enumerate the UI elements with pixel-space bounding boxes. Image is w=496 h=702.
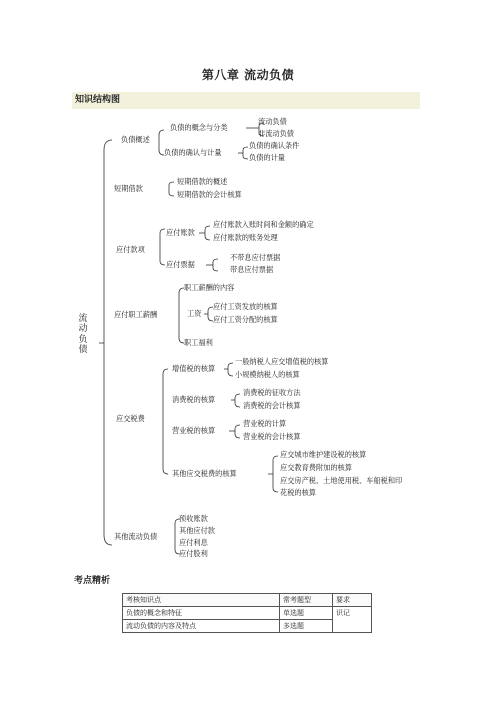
node-l2-concept-classification: 负债的概念与分类 [170, 123, 228, 132]
node-l2-other-payables: 其他应付款 [179, 526, 215, 535]
node-l1-payables: 应付款项 [116, 245, 145, 254]
table-row [123, 607, 372, 620]
node-l3-small-scale: 小规模纳税人的核算 [235, 370, 300, 379]
node-l3-business-calc: 营业税的计算 [243, 419, 287, 428]
node-l2-other-taxes: 其他应交税费的核算 [172, 469, 237, 478]
table-header-row [123, 594, 372, 607]
node-l2-vat: 增值税的核算 [172, 364, 216, 373]
table-cell: 识记 [333, 607, 372, 633]
page-title: 第八章 流动负债 [201, 68, 295, 82]
mindmap-root: 流 动 负 债 [78, 314, 88, 356]
node-l3-stamp-tax: 花税的核算 [280, 488, 316, 497]
node-l2-advance-receipts: 预收账款 [179, 514, 208, 523]
column-header: 常考题型 [280, 594, 333, 607]
node-l2-accounts-payable: 应付账款 [166, 228, 195, 237]
node-l1-short-term-loan: 短期借款 [114, 184, 143, 193]
node-l2-consumption-tax: 消费税的核算 [172, 395, 216, 404]
node-l1-other-current: 其他流动负债 [114, 532, 158, 541]
node-l2-dividends-payable: 应付股利 [179, 549, 208, 558]
table-cell: 多选题 [280, 620, 333, 633]
node-l2-recognition-measurement: 负债的确认与计量 [164, 148, 222, 157]
node-l3-consumption-accounting: 消费税的会计核算 [243, 401, 301, 410]
node-l3-business-accounting: 营业税的会计核算 [243, 432, 301, 441]
node-l2-interest-payable: 应付利息 [179, 538, 208, 547]
node-l1-employee-comp: 应付职工薪酬 [114, 310, 158, 319]
node-l2-wages: 工资 [187, 309, 202, 318]
node-l3-property-taxes: 应交房产税、土地使用税、车船税和印 [280, 476, 403, 485]
node-l3-wage-allocation: 应付工资分配的核算 [213, 315, 278, 324]
column-header: 要求 [333, 594, 372, 607]
node-l1-taxes-payable: 应交税费 [116, 414, 145, 423]
node-l3-noncurrent-liabilities: 非流动负债 [258, 129, 294, 138]
table-cell: 负债的概念和特征 [123, 607, 280, 620]
section-header-analysis: 考点精析 [74, 576, 111, 586]
node-l1-debt-overview: 负债概述 [121, 135, 150, 144]
section-header-structure: 知识结构图 [72, 92, 420, 109]
node-l2-business-tax: 营业税的核算 [172, 426, 216, 435]
node-l3-noninterest-notes: 不带息应付票据 [230, 253, 281, 262]
column-header: 考核知识点 [123, 594, 280, 607]
node-l2-comp-content: 职工薪酬的内容 [184, 283, 235, 292]
node-l3-city-tax: 应交城市维护建设税的核算 [280, 450, 367, 459]
node-l2-short-loan-accounting: 短期借款的会计核算 [177, 190, 242, 199]
exam-points-table [122, 593, 372, 633]
table-cell: 流动负债的内容及特点 [123, 620, 280, 633]
node-l3-education-fee: 应交教育费附加的核算 [280, 463, 352, 472]
node-l3-measurement: 负债的计量 [249, 153, 285, 162]
node-l3-recognition-conditions: 负债的确认条件 [249, 141, 300, 150]
node-l3-wage-payment: 应付工资发放的核算 [213, 302, 278, 311]
node-l3-general-vat: 一般纳税人应交增值税的核算 [235, 357, 329, 366]
node-l2-welfare: 职工福利 [184, 338, 213, 347]
table-cell: 单选题 [280, 607, 333, 620]
node-l3-interest-notes: 带息应付票据 [230, 265, 274, 274]
node-l3-current-liabilities: 流动负债 [258, 117, 287, 126]
node-l3-ap-timing: 应付账款入账时间和金额的确定 [213, 220, 314, 229]
node-l2-notes-payable: 应付票据 [166, 260, 195, 269]
node-l3-consumption-method: 消费税的征收方法 [243, 388, 301, 397]
node-l2-short-loan-overview: 短期借款的概述 [177, 177, 228, 186]
node-l3-ap-processing: 应付账款的账务处理 [213, 233, 278, 242]
